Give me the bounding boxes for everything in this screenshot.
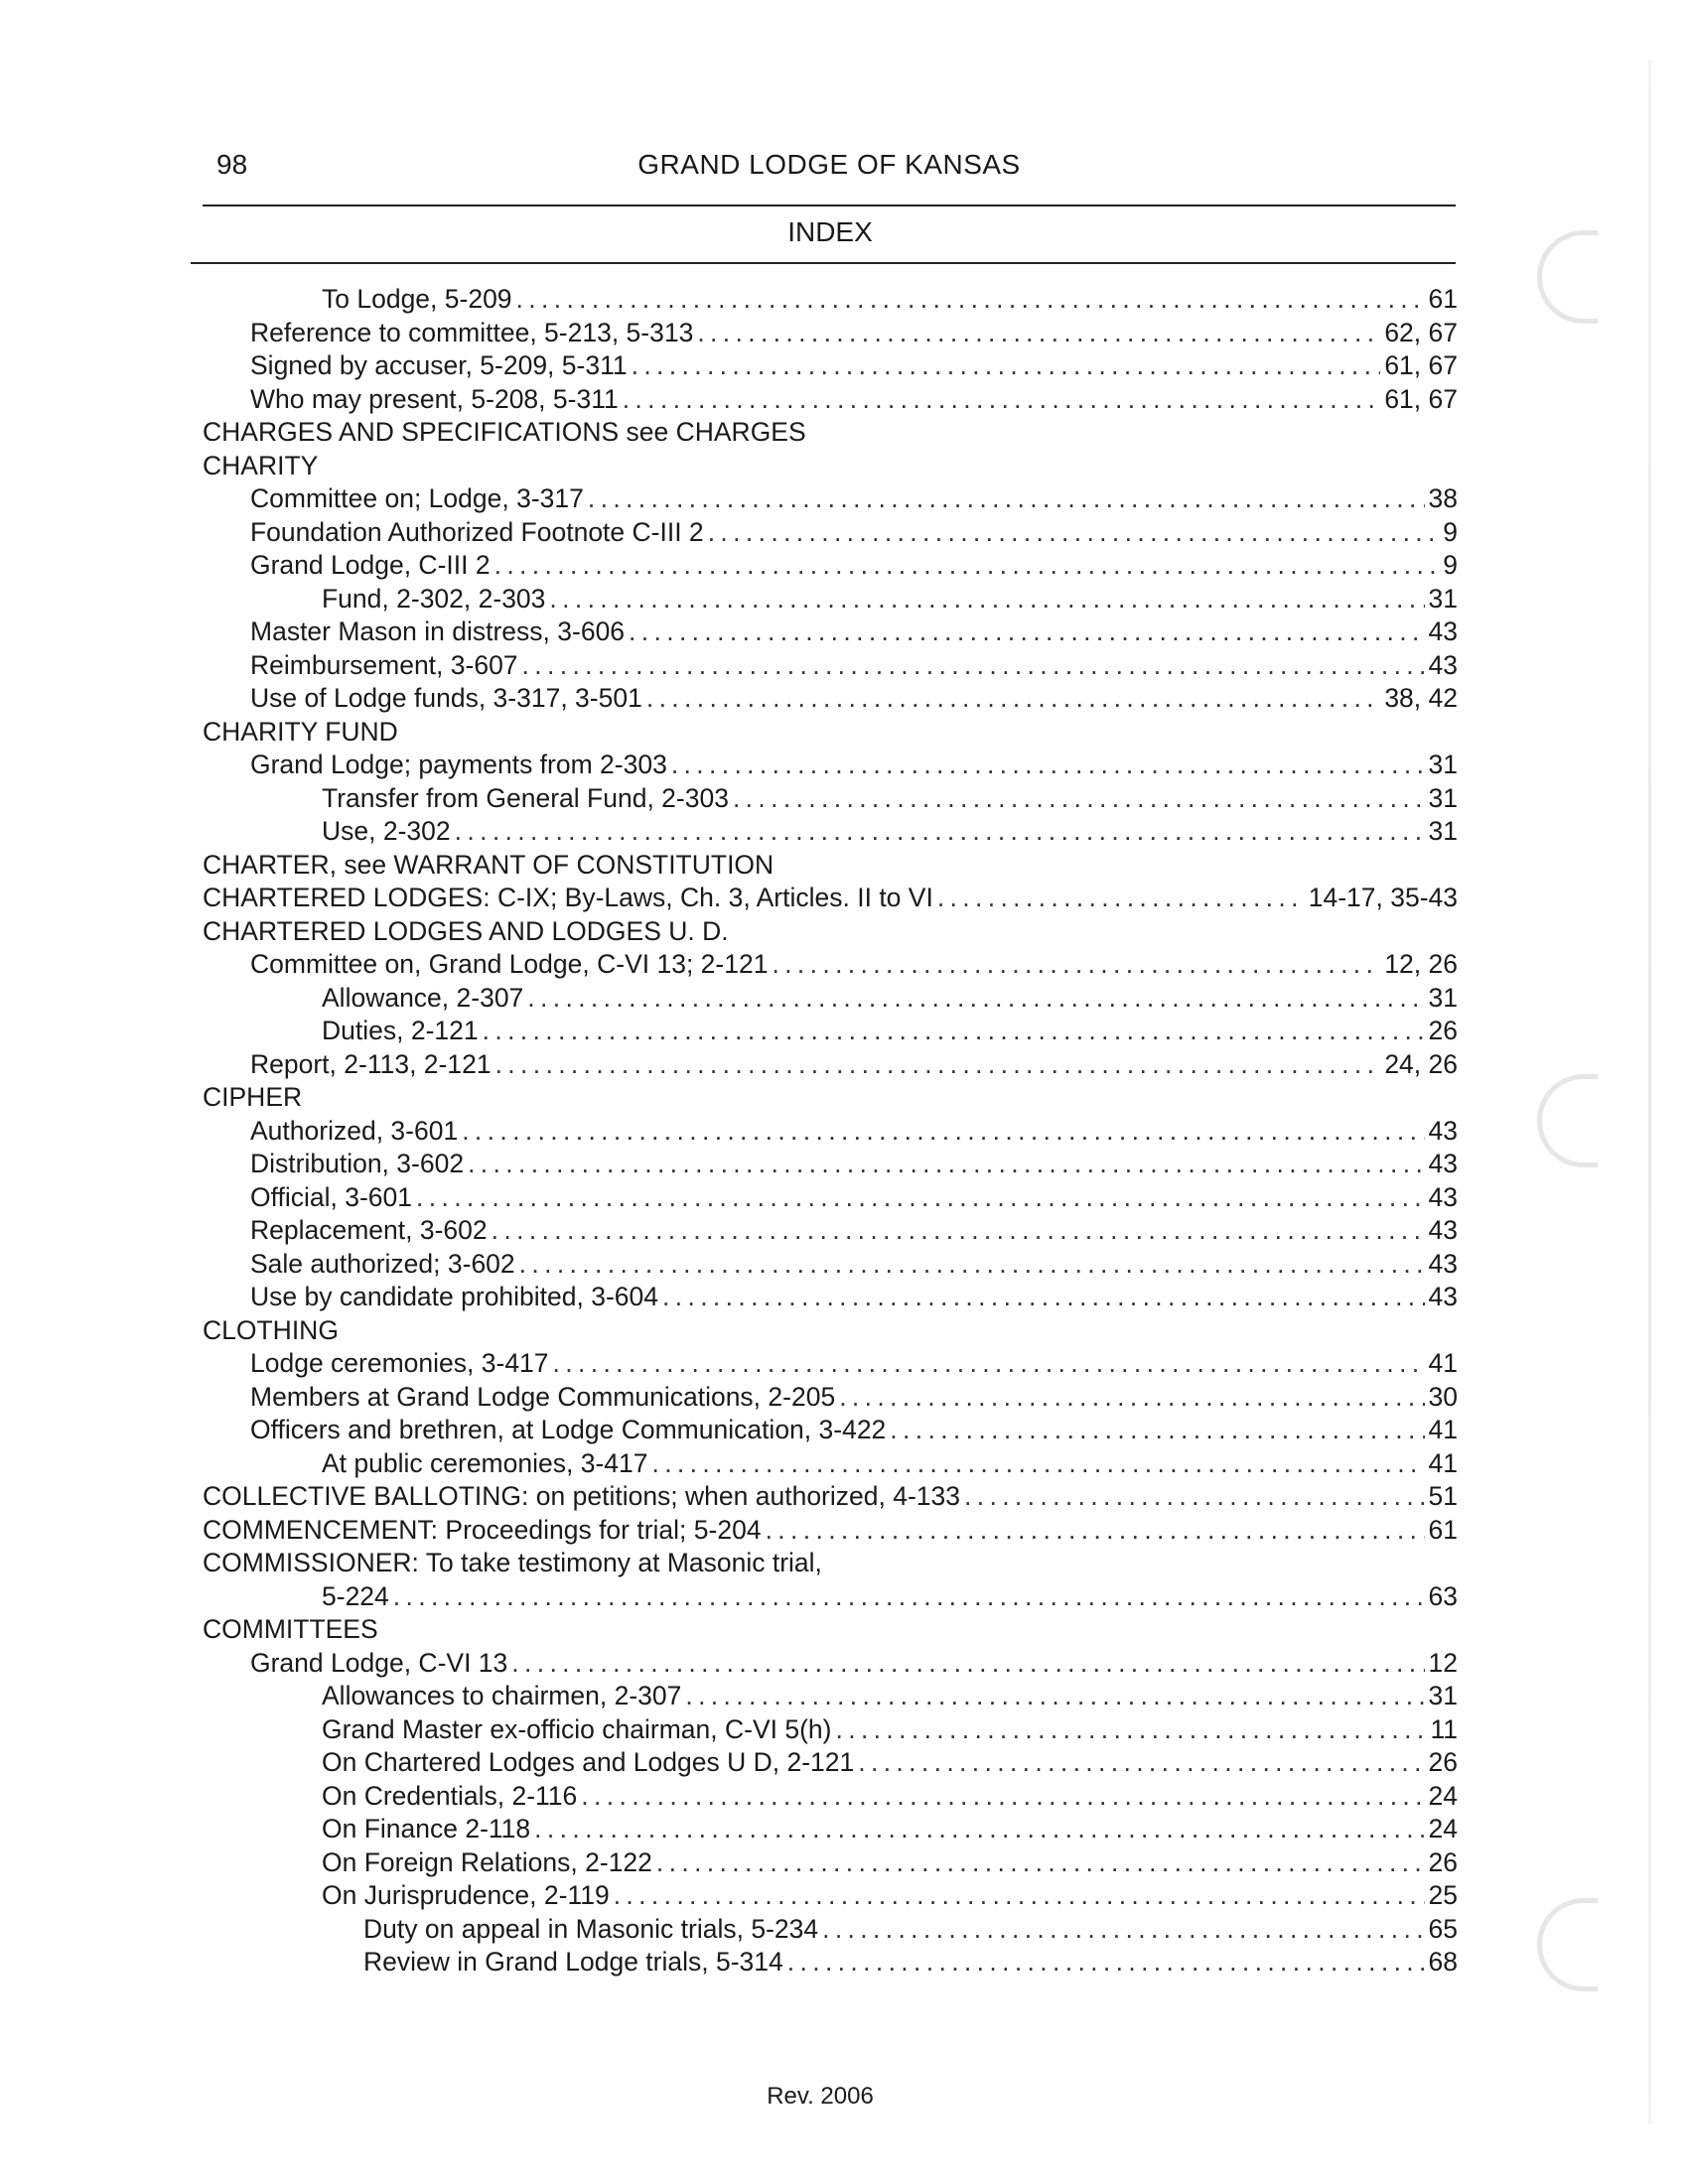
entry-text: Officers and brethren, at Lodge Communication, 3-422 — [250, 1415, 887, 1444]
entry-text: Report, 2-113, 2-121 — [250, 1048, 492, 1079]
index-entry — [203, 1746, 1458, 1780]
dot-leader — [646, 682, 1380, 716]
entry-text: Reimbursement, 3-607 — [250, 649, 518, 680]
entry-page-ref: 24 — [1428, 1780, 1458, 1811]
entry-text: Transfer from General Fund, 2-303 — [322, 782, 729, 813]
dot-leader — [836, 1713, 1427, 1747]
dot-leader — [685, 1680, 1424, 1713]
entry-page-ref: 31 — [1428, 750, 1458, 779]
punch-hole-bottom — [1537, 1898, 1598, 1991]
entry-page-ref: 43 — [1428, 1181, 1458, 1212]
index-entry — [203, 849, 1458, 883]
entry-text: CIPHER — [203, 1082, 303, 1112]
entry-text: To Lodge, 5-209 — [322, 284, 512, 314]
index-entry — [203, 716, 1458, 750]
dot-leader — [733, 782, 1425, 816]
entry-text: Signed by accuser, 5-209, 5-311 — [250, 350, 628, 380]
index-entry — [203, 1680, 1458, 1713]
entry-page-ref: 12 — [1428, 1647, 1458, 1678]
index-entry — [203, 1613, 1458, 1647]
page-edge — [1648, 60, 1651, 2124]
index-entry — [203, 1081, 1458, 1115]
entry-text: Replacement, 3-602 — [250, 1215, 488, 1245]
entry-text: Lodge ceremonies, 3-417 — [250, 1348, 549, 1378]
dot-leader — [766, 1514, 1425, 1548]
entry-text: Use, 2-302 — [322, 816, 451, 846]
entry-text: CHARTERED LODGES: C-IX; By-Laws, Ch. 3, Articles. II to VI — [203, 883, 933, 912]
index-entry — [203, 516, 1458, 550]
entry-page-ref: 26 — [1428, 1747, 1458, 1777]
index-entry — [203, 615, 1458, 649]
entry-text: Duty on appeal in Masonic trials, 5-234 — [363, 1913, 819, 1944]
entry-text: Committee on; Lodge, 3-317 — [250, 483, 584, 513]
entry-page-ref: 68 — [1428, 1947, 1458, 1977]
entry-page-ref: 41 — [1428, 1415, 1458, 1444]
index-entry — [203, 649, 1458, 683]
dot-leader — [632, 349, 1381, 383]
header-rule-top — [203, 205, 1456, 206]
dot-leader — [839, 1381, 1424, 1415]
dot-leader — [614, 1879, 1425, 1913]
entry-page-ref: 31 — [1428, 816, 1458, 846]
entry-page-ref: 43 — [1428, 649, 1458, 680]
index-entry — [203, 1314, 1458, 1348]
dot-leader — [393, 1580, 1425, 1614]
entry-text: Grand Lodge; payments from 2-303 — [250, 750, 667, 779]
entry-text: Grand Lodge, C-III 2 — [250, 550, 491, 580]
index-entry — [203, 1713, 1458, 1747]
entry-text: At public ceremonies, 3-417 — [322, 1447, 648, 1478]
entry-text: Review in Grand Lodge trials, 5-314 — [363, 1947, 783, 1977]
entry-page-ref: 43 — [1428, 616, 1458, 646]
entry-text: COMMISSIONER: To take testimony at Masonic trial, — [203, 1548, 822, 1577]
entry-page-ref: 31 — [1428, 583, 1458, 614]
index-entry — [203, 1414, 1458, 1447]
dot-leader — [534, 1813, 1424, 1846]
entry-page-ref: 63 — [1428, 1580, 1458, 1611]
index-entry — [203, 1846, 1458, 1880]
entry-page-ref: 62, 67 — [1384, 317, 1458, 347]
dot-leader — [651, 1447, 1424, 1481]
dot-leader — [858, 1746, 1424, 1780]
entry-text: On Finance 2-118 — [322, 1814, 531, 1843]
entry-page-ref: 51 — [1428, 1481, 1458, 1511]
index-entry — [203, 1181, 1458, 1215]
index-entry — [203, 1813, 1458, 1846]
entry-text: Fund, 2-302, 2-303 — [322, 583, 546, 614]
dot-leader — [629, 615, 1424, 649]
index-entry — [203, 1580, 1458, 1614]
entry-text: Distribution, 3-602 — [250, 1149, 465, 1178]
index-entry — [203, 948, 1458, 982]
entry-page-ref: 43 — [1428, 1215, 1458, 1245]
index-entry — [203, 1115, 1458, 1149]
page-number: 98 — [216, 149, 248, 180]
entry-page-ref: 30 — [1428, 1381, 1458, 1412]
entry-text: Foundation Authorized Footnote C-III 2 — [250, 516, 704, 547]
index-entry — [203, 915, 1458, 949]
entry-text: Use of Lodge funds, 3-317, 3-501 — [250, 683, 642, 713]
entry-page-ref: 41 — [1428, 1447, 1458, 1478]
dot-leader — [964, 1480, 1425, 1514]
entry-text: CHARITY — [203, 450, 319, 480]
entry-page-ref: 26 — [1428, 1016, 1458, 1045]
entry-page-ref: 43 — [1428, 1115, 1458, 1146]
dot-leader — [492, 1214, 1425, 1248]
entry-page-ref: 43 — [1428, 1282, 1458, 1311]
entry-page-ref: 31 — [1428, 1681, 1458, 1710]
entry-page-ref: 31 — [1428, 982, 1458, 1013]
dot-leader — [822, 1913, 1424, 1947]
entry-text: On Credentials, 2-116 — [322, 1780, 578, 1811]
entry-page-ref: 61 — [1428, 284, 1458, 314]
dot-leader — [522, 649, 1425, 683]
punch-hole-middle — [1537, 1074, 1598, 1167]
dot-leader — [516, 283, 1425, 317]
entry-text: Members at Grand Lodge Communications, 2-205 — [250, 1381, 836, 1412]
index-entry — [203, 1514, 1458, 1548]
entry-page-ref: 43 — [1428, 1149, 1458, 1178]
index-entry — [203, 283, 1458, 317]
dot-leader — [623, 383, 1381, 417]
index-entry — [203, 682, 1458, 716]
entry-text: On Jurisprudence, 2-119 — [322, 1880, 610, 1910]
entry-page-ref: 31 — [1428, 782, 1458, 813]
index-entry — [203, 1780, 1458, 1814]
entry-page-ref: 65 — [1428, 1913, 1458, 1944]
dot-leader — [511, 1647, 1424, 1681]
entry-page-ref: 26 — [1428, 1846, 1458, 1877]
index-entry — [203, 1946, 1458, 1979]
index-entry — [203, 416, 1458, 450]
entry-page-ref: 12, 26 — [1384, 949, 1458, 979]
index-entry — [203, 982, 1458, 1016]
entry-page-ref: 38 — [1428, 483, 1458, 513]
index-entry — [203, 1148, 1458, 1181]
index-entry — [203, 1647, 1458, 1681]
dot-leader — [494, 549, 1440, 583]
section-title: INDEX — [787, 216, 873, 247]
dot-leader — [455, 815, 1425, 849]
dot-leader — [708, 516, 1440, 550]
index-entry — [203, 1913, 1458, 1947]
index-entry — [203, 583, 1458, 616]
dot-leader — [787, 1946, 1425, 1979]
index-list — [203, 283, 1458, 1979]
index-entry — [203, 782, 1458, 816]
index-entry — [203, 317, 1458, 350]
entry-page-ref: 61, 67 — [1384, 350, 1458, 380]
dot-leader — [519, 1248, 1425, 1282]
dot-leader — [553, 1347, 1425, 1381]
entry-text: Duties, 2-121 — [322, 1016, 479, 1045]
index-entry — [203, 1879, 1458, 1913]
entry-page-ref: 9 — [1443, 516, 1458, 547]
entry-text: Grand Lodge, C-VI 13 — [250, 1647, 508, 1678]
index-entry — [203, 450, 1458, 483]
dot-leader — [697, 317, 1380, 350]
entry-page-ref: 61 — [1428, 1514, 1458, 1545]
index-entry — [203, 1015, 1458, 1048]
index-entry — [203, 1248, 1458, 1282]
entry-page-ref: 61, 67 — [1384, 383, 1458, 414]
index-entry — [203, 882, 1458, 915]
entry-text: Committee on, Grand Lodge, C-VI 13; 2-121 — [250, 949, 769, 979]
dot-leader — [656, 1846, 1425, 1880]
index-entry — [203, 482, 1458, 516]
entry-text: On Foreign Relations, 2-122 — [322, 1846, 652, 1877]
index-entry — [203, 1381, 1458, 1415]
entry-text: CHARTERED LODGES AND LODGES U. D. — [203, 915, 729, 946]
entry-text: Master Mason in distress, 3-606 — [250, 616, 626, 646]
index-entry — [203, 1547, 1458, 1580]
entry-text: CHARTER, see WARRANT OF CONSTITUTION — [203, 849, 774, 880]
entry-page-ref: 24 — [1428, 1814, 1458, 1843]
entry-text: 5-224 — [322, 1580, 389, 1611]
entry-page-ref: 38, 42 — [1384, 683, 1458, 713]
entry-text: CHARITY FUND — [203, 716, 398, 747]
entry-page-ref: 14-17, 35-43 — [1308, 883, 1458, 912]
dot-leader — [937, 882, 1305, 915]
entry-text: Who may present, 5-208, 5-311 — [250, 383, 619, 414]
index-entry — [203, 1447, 1458, 1481]
dot-leader — [462, 1115, 1424, 1149]
index-entry — [203, 1347, 1458, 1381]
index-entry — [203, 815, 1458, 849]
index-entry — [203, 1281, 1458, 1314]
entry-text: Use by candidate prohibited, 3-604 — [250, 1282, 659, 1311]
entry-text: Reference to committee, 5-213, 5-313 — [250, 317, 694, 347]
entry-text: Authorized, 3-601 — [250, 1115, 459, 1146]
entry-page-ref: 43 — [1428, 1248, 1458, 1279]
entry-page-ref: 41 — [1428, 1348, 1458, 1378]
entry-page-ref: 9 — [1443, 550, 1458, 580]
dot-leader — [588, 482, 1425, 516]
entry-text: CLOTHING — [203, 1314, 339, 1345]
entry-text: Grand Master ex-officio chairman, C-VI 5(h) — [322, 1713, 832, 1744]
entry-page-ref: 24, 26 — [1384, 1048, 1458, 1079]
running-title: GRAND LODGE OF KANSAS — [637, 149, 1021, 180]
dot-leader — [549, 583, 1424, 616]
entry-text: COMMENCEMENT: Proceedings for trial; 5-204 — [203, 1514, 762, 1545]
entry-text: Allowance, 2-307 — [322, 982, 524, 1013]
dot-leader — [527, 982, 1424, 1016]
index-entry — [203, 349, 1458, 383]
index-entry — [203, 1214, 1458, 1248]
entry-text: Sale authorized; 3-602 — [250, 1248, 515, 1279]
header-rule-bottom — [191, 262, 1456, 264]
dot-leader — [581, 1780, 1424, 1814]
entry-text: COMMITTEES — [203, 1614, 378, 1644]
dot-leader — [416, 1181, 1425, 1215]
dot-leader — [671, 749, 1425, 782]
index-entry — [203, 1048, 1458, 1082]
dot-leader — [772, 948, 1380, 982]
entry-text: On Chartered Lodges and Lodges U D, 2-121 — [322, 1747, 855, 1777]
dot-leader — [495, 1048, 1381, 1082]
dot-leader — [468, 1148, 1424, 1181]
entry-text: COLLECTIVE BALLOTING: on petitions; when authorized, 4-133 — [203, 1481, 961, 1511]
revision-footer: Rev. 2006 — [767, 2083, 874, 2110]
index-entry — [203, 1480, 1458, 1514]
dot-leader — [483, 1015, 1425, 1048]
entry-text: Official, 3-601 — [250, 1181, 413, 1212]
entry-page-ref: 25 — [1428, 1880, 1458, 1910]
entry-text: Allowances to chairmen, 2-307 — [322, 1681, 682, 1710]
dot-leader — [890, 1414, 1424, 1447]
index-entry — [203, 749, 1458, 782]
index-entry — [203, 383, 1458, 417]
entry-page-ref: 11 — [1430, 1713, 1458, 1744]
dot-leader — [662, 1281, 1424, 1314]
index-entry — [203, 549, 1458, 583]
entry-text: CHARGES AND SPECIFICATIONS see CHARGES — [203, 417, 806, 447]
